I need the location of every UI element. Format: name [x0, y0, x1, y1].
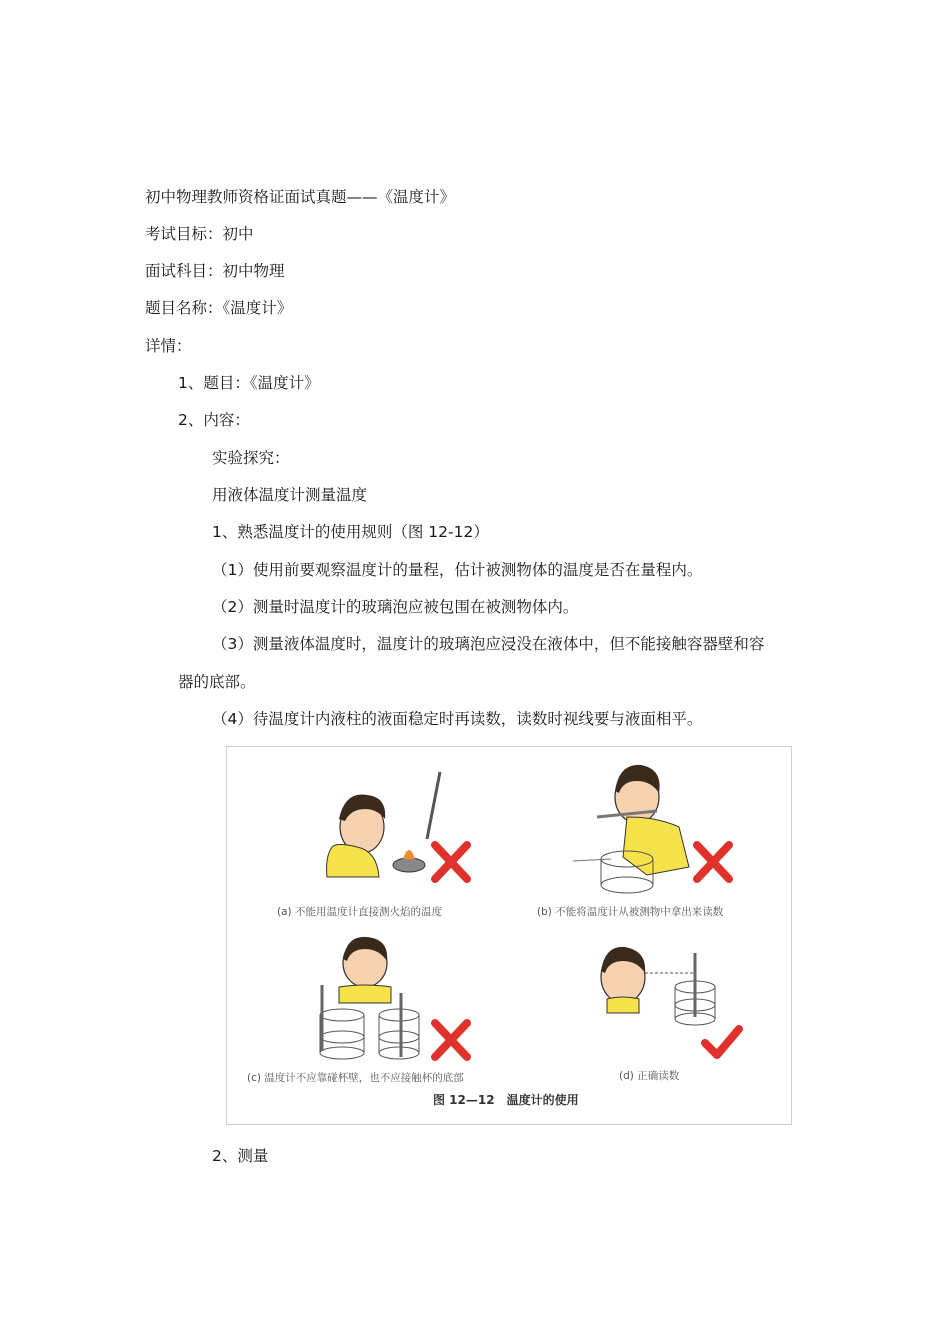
panel-c-illustration	[320, 937, 419, 1059]
rule-two: （2）测量时温度计的玻璃泡应被包围在被测物体内。	[212, 598, 579, 616]
topic-name: 题目名称：《温度计》	[145, 299, 293, 317]
cross-mark-icon	[697, 845, 729, 879]
step-two: 2、测量	[212, 1147, 269, 1165]
caption-c: (c) 温度计不应靠碰杯壁，也不应接触杯的底部	[247, 1072, 464, 1084]
caption-d: (d) 正确读数	[619, 1070, 680, 1082]
rule-four: （4）待温度计内液柱的液面稳定时再读数，读数时视线要与液面相平。	[212, 710, 703, 728]
cross-mark-icon	[435, 845, 467, 879]
item-title: 1、题目：《温度计》	[178, 374, 320, 392]
caption-a: (a) 不能用温度计直接测火焰的温度	[277, 906, 442, 918]
exam-subject: 面试科目：初中物理	[145, 262, 285, 280]
caption-b: (b) 不能将温度计从被测物中拿出来读数	[537, 906, 724, 918]
panel-b-illustration	[573, 765, 689, 893]
exam-target: 考试目标：初中	[145, 225, 254, 243]
panel-d-illustration	[601, 947, 715, 1025]
details-label: 详情：	[145, 337, 192, 355]
check-mark-icon	[705, 1029, 739, 1055]
rule-one: （1）使用前要观察温度计的量程，估计被测物体的温度是否在量程内。	[212, 561, 703, 579]
step-one: 1、熟悉温度计的使用规则（图 12-12）	[212, 523, 489, 541]
cross-mark-icon	[435, 1023, 467, 1057]
rule-three-line-two: 器的底部。	[178, 673, 256, 691]
experiment-heading: 实验探究：	[212, 449, 290, 467]
doc-title: 初中物理教师资格证面试真题——《温度计》	[145, 188, 456, 206]
measure-liquid-heading: 用液体温度计测量温度	[212, 486, 368, 504]
item-content: 2、内容：	[178, 411, 250, 429]
figure-caption: 图 12—12 温度计的使用	[433, 1093, 579, 1107]
thermometer-usage-figure	[226, 746, 792, 1125]
figure-illustration	[227, 747, 791, 1124]
rule-three-line-one: （3）测量液体温度时，温度计的玻璃泡应浸没在液体中，但不能接触容器壁和容	[212, 635, 765, 653]
